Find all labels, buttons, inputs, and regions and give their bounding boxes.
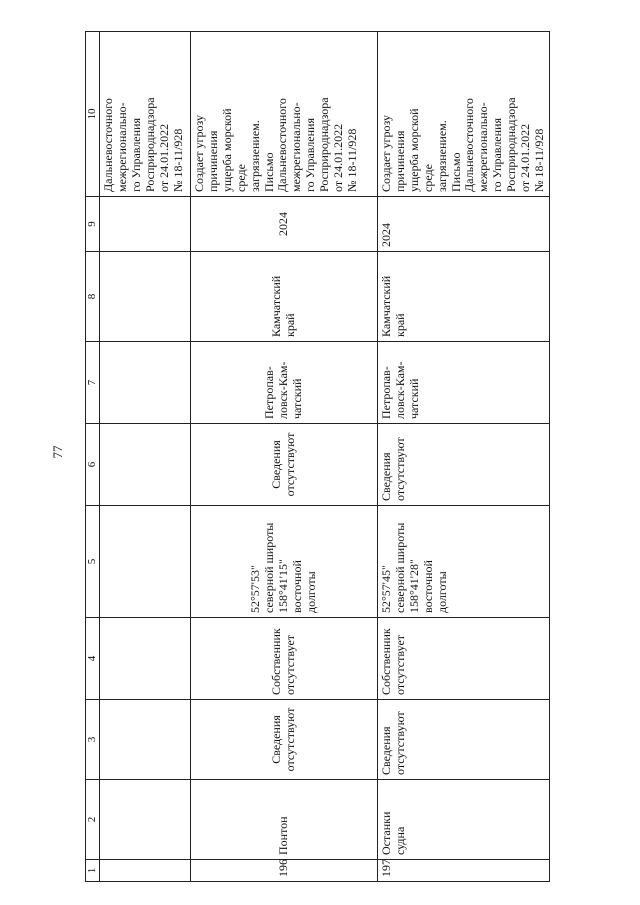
object-name: Останки судна bbox=[378, 780, 550, 860]
column-number: 8 bbox=[86, 252, 100, 342]
column-number: 10 bbox=[86, 32, 100, 197]
note-cell: Создает угрозу причинения ущерба морской среде загрязнением. Письмо Дальневосточного межрегионально- го Управления Росприроднадзора от 24.01.2022 № 18-11/928 bbox=[191, 32, 378, 197]
registry-table bbox=[85, 31, 550, 882]
column-number: 6 bbox=[86, 424, 100, 506]
column-number: 1 bbox=[86, 860, 100, 882]
table-cell bbox=[100, 618, 191, 700]
rotated-table-container bbox=[85, 32, 546, 882]
owner-info-cell: Сведения отсутствуют bbox=[191, 700, 378, 780]
locality-cell: Петропав- ловск-Кам- чатский bbox=[378, 342, 550, 424]
year-cell: 2024 bbox=[378, 197, 550, 252]
table-row bbox=[191, 32, 378, 882]
info-cell: Сведения отсутствуют bbox=[378, 424, 550, 506]
note-cell: Создает угрозу причинения ущерба морской среде загрязнением. Письмо Дальневосточного межрегионально- го Управления Росприроднадзора от 24.01.2022 № 18-11/928 bbox=[378, 32, 550, 197]
table-cell bbox=[100, 424, 191, 506]
column-number: 4 bbox=[86, 618, 100, 700]
coordinates-cell: 52°57'53" северной широты 158°41'15" восточной долготы bbox=[191, 506, 378, 618]
year-cell: 2024 bbox=[191, 197, 378, 252]
object-name: Понтон bbox=[191, 780, 378, 860]
table-cell bbox=[100, 700, 191, 780]
locality-cell: Петропав- ловск-Кам- чатский bbox=[191, 342, 378, 424]
column-number: 9 bbox=[86, 197, 100, 252]
coordinates-cell: 52°57'45" северной широты 158°41'28" восточной долготы bbox=[378, 506, 550, 618]
table-cell bbox=[100, 860, 191, 882]
region-cell: Камчатский край bbox=[191, 252, 378, 342]
owner-cell: Собственник отсутствует bbox=[191, 618, 378, 700]
column-number: 7 bbox=[86, 342, 100, 424]
region-cell: Камчатский край bbox=[378, 252, 550, 342]
column-number: 2 bbox=[86, 780, 100, 860]
table-cell bbox=[100, 197, 191, 252]
table-cell bbox=[100, 252, 191, 342]
table-cell bbox=[100, 506, 191, 618]
table-cell bbox=[100, 342, 191, 424]
table-cell bbox=[100, 780, 191, 860]
table-row-continued bbox=[100, 32, 191, 882]
page-number: 77 bbox=[50, 445, 65, 459]
table-row bbox=[378, 32, 550, 882]
column-number: 3 bbox=[86, 700, 100, 780]
note-cell: Дальневосточного межрегионально- го Управления Росприроднадзора от 24.01.2022 № 18-11/928 bbox=[100, 32, 191, 197]
column-number-row bbox=[86, 32, 100, 882]
column-number: 5 bbox=[86, 506, 100, 618]
owner-cell: Собственник отсутствует bbox=[378, 618, 550, 700]
info-cell: Сведения отсутствуют bbox=[191, 424, 378, 506]
owner-info-cell: Сведения отсутствуют bbox=[378, 700, 550, 780]
row-number: 196 bbox=[191, 860, 378, 882]
row-number: 197 bbox=[378, 860, 550, 882]
